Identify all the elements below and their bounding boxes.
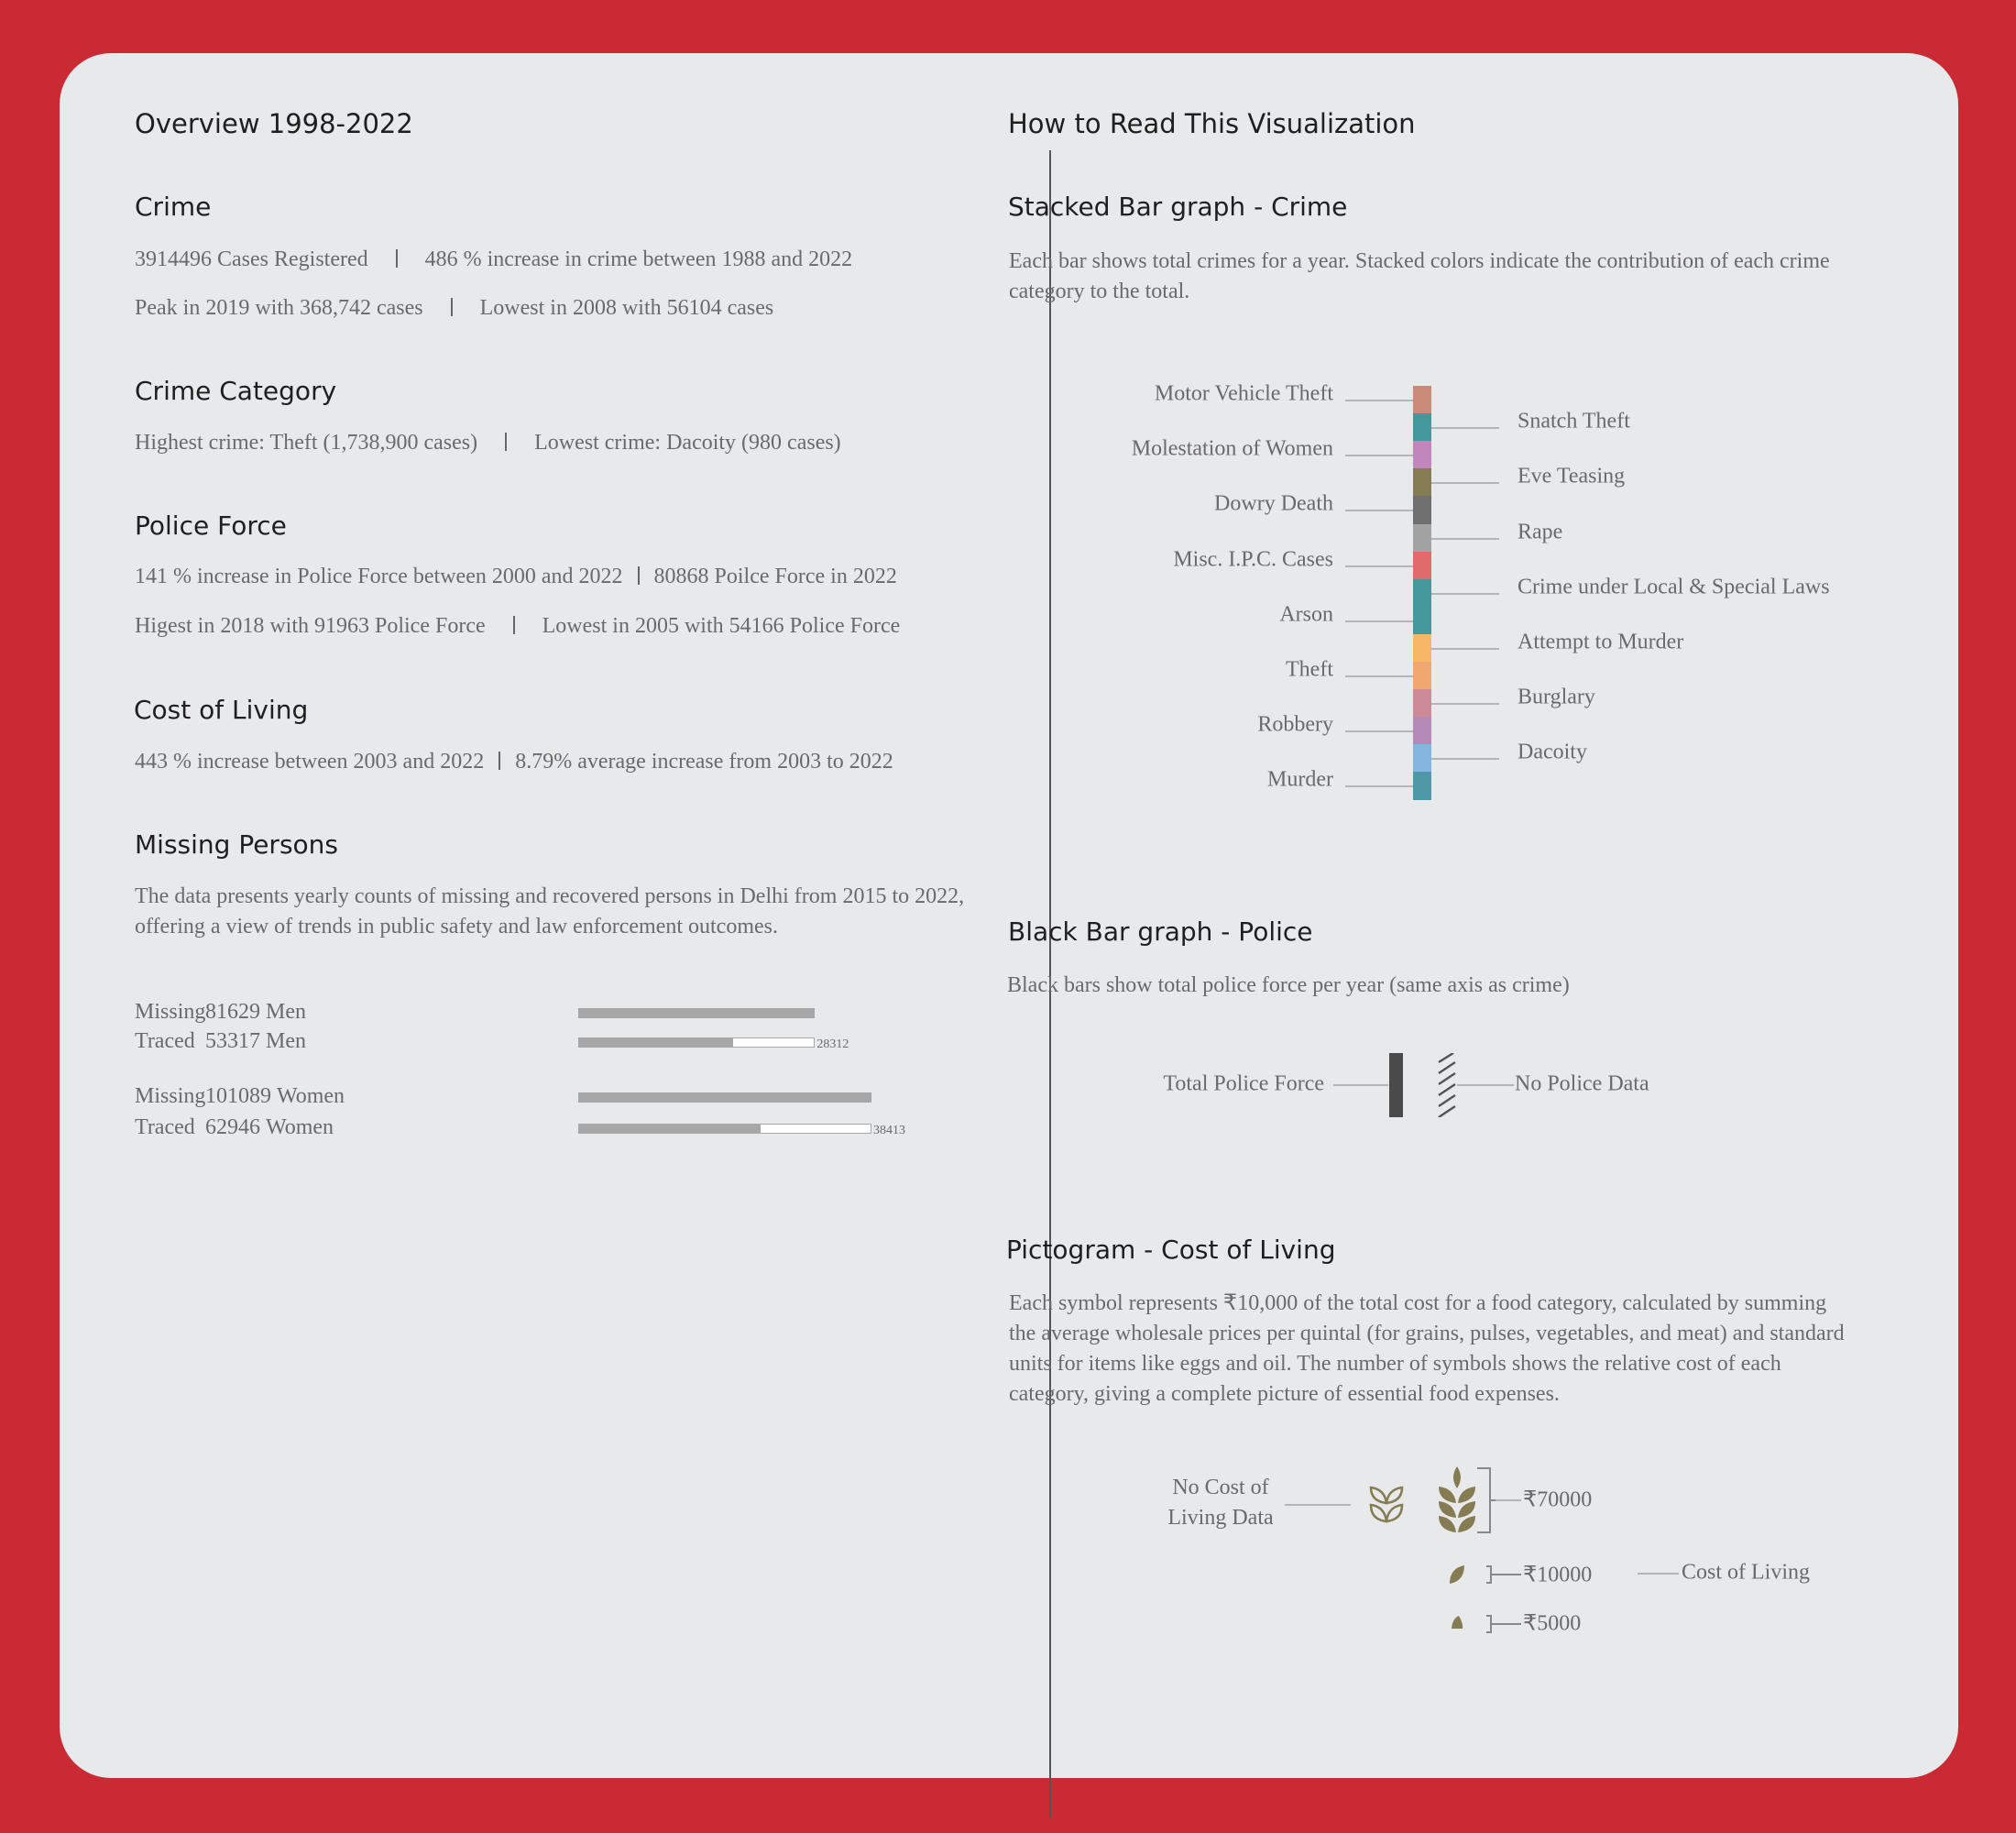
leader-line bbox=[1345, 620, 1413, 622]
leader-line bbox=[1345, 565, 1413, 567]
no-cost-label: No Cost of Living Data bbox=[1167, 1476, 1274, 1530]
segment-label: Snatch Theft bbox=[1517, 409, 1630, 434]
stack-segment bbox=[1413, 744, 1431, 773]
cost-average: 8.79% average increase from 2003 to 2022 bbox=[515, 750, 893, 774]
stack-segment bbox=[1413, 634, 1431, 663]
police-bar-sample bbox=[1389, 1053, 1403, 1117]
segment-label: Theft bbox=[1286, 657, 1333, 682]
no-police-hatch-icon bbox=[1437, 1053, 1457, 1117]
stacked-heading: Stacked Bar graph - Crime bbox=[1008, 192, 1348, 222]
stack-segment bbox=[1413, 607, 1431, 635]
crime-line-1 bbox=[135, 247, 852, 272]
row-unit: Women bbox=[277, 1084, 345, 1108]
half-leaf-icon bbox=[1451, 1615, 1463, 1630]
pictogram-description: Each symbol represents ₹10,000 of the total cost for a food category, calculated by summing the average wholesale prices per quintal (for grains, pulses, vegetables, and meat) and standard units for items like eggs and oil. The number of symbols shows the relative cost of each category, giving a complete picture of essential food expenses. bbox=[1009, 1291, 1845, 1406]
cost-increase: 443 % increase between 2003 and 2022 bbox=[135, 750, 485, 774]
police-bar-heading: Black Bar graph - Police bbox=[1008, 916, 1313, 947]
leader-line bbox=[1431, 538, 1499, 540]
crime-lowest: Lowest in 2008 with 56104 cases bbox=[479, 296, 774, 320]
segment-label: Arson bbox=[1279, 602, 1333, 627]
police-increase: 141 % increase in Police Force between 2000 and 2022 bbox=[135, 565, 623, 588]
row-type: Traced bbox=[135, 1115, 195, 1139]
pictogram-heading: Pictogram - Cost of Living bbox=[1006, 1235, 1336, 1265]
leader-line bbox=[1285, 1504, 1351, 1506]
row-unit: Men bbox=[266, 1000, 306, 1024]
segment-label: Molestation of Women bbox=[1131, 436, 1333, 461]
police-highest: Higest in 2018 with 91963 Police Force bbox=[135, 614, 486, 638]
stack-segment bbox=[1413, 413, 1431, 442]
missing-bar bbox=[578, 1008, 815, 1018]
wheat-icon bbox=[1437, 1466, 1477, 1534]
leader-line bbox=[1457, 1084, 1514, 1086]
guide-title: How to Read This Visualization bbox=[1008, 108, 1416, 139]
leader-line bbox=[1345, 730, 1413, 732]
missing-row-value bbox=[205, 1029, 306, 1054]
stack-segment bbox=[1413, 662, 1431, 690]
crime-category-line bbox=[135, 431, 841, 456]
stack-segment bbox=[1413, 772, 1431, 800]
missing-row-value bbox=[205, 1084, 345, 1109]
cost-line bbox=[135, 750, 893, 774]
missing-row-label bbox=[135, 1084, 205, 1109]
highest-crime: Highest crime: Theft (1,738,900 cases) bbox=[135, 431, 478, 455]
traced-bar bbox=[578, 1037, 733, 1048]
leader-line bbox=[1345, 785, 1413, 787]
crime-category-heading: Crime Category bbox=[135, 376, 337, 406]
overview-title: Overview 1998-2022 bbox=[135, 108, 413, 139]
no-data-leaf-outline-icon bbox=[1367, 1485, 1406, 1523]
missing-row-label bbox=[135, 1000, 205, 1025]
segment-label: Crime under Local & Special Laws bbox=[1517, 575, 1830, 599]
police-lowest: Lowest in 2005 with 54166 Police Force bbox=[542, 614, 901, 638]
segment-label: Motor Vehicle Theft bbox=[1154, 381, 1333, 406]
stack-segment bbox=[1413, 386, 1431, 414]
traced-bar bbox=[578, 1124, 761, 1134]
missing-row-label bbox=[135, 1115, 195, 1140]
police-2022: 80868 Poilce Force in 2022 bbox=[653, 565, 897, 588]
leader-line bbox=[1431, 648, 1499, 650]
missing-bar bbox=[578, 1092, 871, 1103]
segment-label: Eve Teasing bbox=[1517, 464, 1626, 488]
segment-label: Dowry Death bbox=[1214, 491, 1333, 516]
leader-line bbox=[1345, 510, 1413, 511]
value-10000: ₹10000 bbox=[1523, 1563, 1593, 1587]
row-count: 81629 bbox=[205, 1000, 260, 1024]
bracket bbox=[1486, 1615, 1521, 1633]
row-count: 62946 bbox=[205, 1115, 260, 1139]
cost-of-living-legend: Cost of Living bbox=[1682, 1560, 1811, 1585]
leader-line bbox=[1431, 427, 1499, 429]
police-bar-description: Black bars show total police force per year (same axis as crime) bbox=[1007, 973, 1570, 997]
segment-label: Robbery bbox=[1257, 712, 1333, 737]
leader-line bbox=[1345, 675, 1413, 677]
stacked-description: Each bar shows total crimes for a year. Stacked colors indicate the contribution of each crime category to the total. bbox=[1009, 249, 1830, 303]
leader-line bbox=[1431, 482, 1499, 484]
leaf-icon bbox=[1448, 1564, 1466, 1585]
police-line-2 bbox=[135, 614, 900, 639]
police-heading: Police Force bbox=[135, 510, 287, 541]
row-count: 101089 bbox=[205, 1084, 271, 1108]
police-line-1 bbox=[135, 565, 897, 589]
segment-label: Attempt to Murder bbox=[1517, 630, 1684, 654]
stack-segment bbox=[1413, 524, 1431, 553]
leader-line bbox=[1638, 1573, 1679, 1575]
stack-segment bbox=[1413, 468, 1431, 497]
missing-heading: Missing Persons bbox=[135, 829, 338, 860]
missing-row-value bbox=[205, 1000, 306, 1025]
untraced-count: 38413 bbox=[873, 1124, 905, 1137]
segment-label: Dacoity bbox=[1517, 740, 1587, 764]
crime-line-2 bbox=[135, 296, 773, 321]
crime-peak: Peak in 2019 with 368,742 cases bbox=[135, 296, 423, 320]
stack-segment bbox=[1413, 579, 1431, 608]
leader-line bbox=[1431, 593, 1499, 595]
bracket bbox=[1486, 1565, 1521, 1584]
leader-line bbox=[1496, 1499, 1521, 1501]
untraced-count: 28312 bbox=[816, 1037, 849, 1051]
total-police-label: Total Police Force bbox=[1163, 1071, 1324, 1096]
row-type: Missing bbox=[135, 1084, 206, 1108]
segment-label: Rape bbox=[1517, 520, 1563, 544]
crime-increase: 486 % increase in crime between 1988 and 2022 bbox=[424, 247, 853, 271]
row-unit: Men bbox=[266, 1029, 306, 1053]
leader-line bbox=[1431, 758, 1499, 760]
leader-line bbox=[1333, 1084, 1388, 1086]
leader-line bbox=[1345, 400, 1413, 401]
row-unit: Women bbox=[266, 1115, 334, 1139]
no-police-label: No Police Data bbox=[1515, 1071, 1649, 1096]
segment-label: Murder bbox=[1267, 767, 1333, 792]
missing-row-label bbox=[135, 1029, 195, 1054]
bracket bbox=[1477, 1467, 1496, 1533]
leader-line bbox=[1345, 455, 1413, 456]
crime-heading: Crime bbox=[135, 192, 212, 222]
cases-registered: 3914496 Cases Registered bbox=[135, 247, 368, 271]
lowest-crime: Lowest crime: Dacoity (980 cases) bbox=[534, 431, 841, 455]
stack-segment bbox=[1413, 496, 1431, 524]
row-type: Traced bbox=[135, 1029, 195, 1053]
value-5000: ₹5000 bbox=[1523, 1611, 1582, 1636]
segment-label: Misc. I.P.C. Cases bbox=[1173, 547, 1333, 572]
missing-description: The data presents yearly counts of missing and recovered persons in Delhi from 2015 to 2022, offering a view of trends in public safety and law enforcement outcomes. bbox=[135, 884, 965, 938]
row-count: 53317 bbox=[205, 1029, 260, 1053]
value-70000: ₹70000 bbox=[1523, 1487, 1593, 1512]
stack-segment bbox=[1413, 552, 1431, 580]
stack-segment bbox=[1413, 717, 1431, 745]
missing-row-value bbox=[205, 1115, 334, 1140]
leader-line bbox=[1431, 703, 1499, 705]
stack-segment bbox=[1413, 441, 1431, 469]
cost-heading: Cost of Living bbox=[134, 695, 309, 725]
row-type: Missing bbox=[135, 1000, 206, 1024]
segment-label: Burglary bbox=[1517, 685, 1595, 709]
stack-segment bbox=[1413, 689, 1431, 718]
